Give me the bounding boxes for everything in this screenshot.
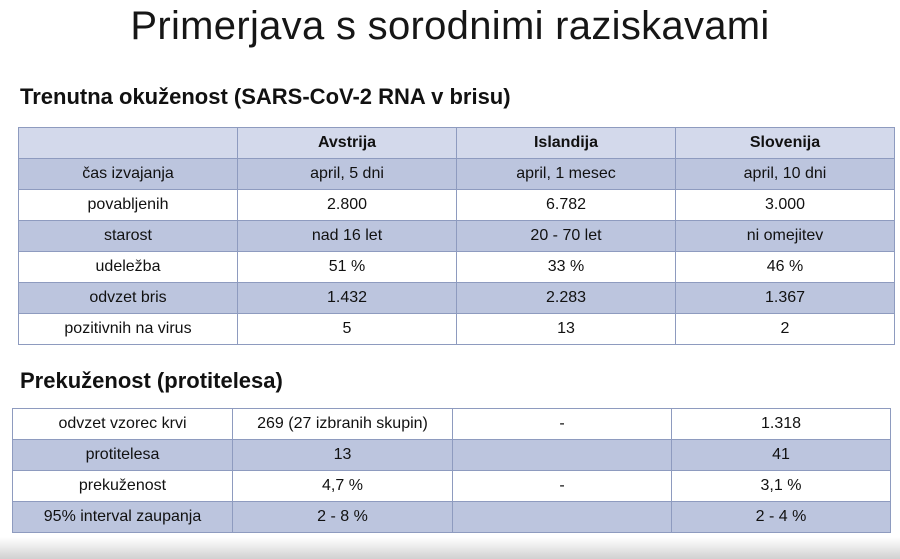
table-row	[19, 159, 895, 190]
header-cell	[19, 128, 238, 159]
table-cell: 2.283	[457, 283, 676, 314]
table-row	[19, 190, 895, 221]
bottom-edge-shadow	[0, 537, 900, 559]
section-heading-antibodies: Prekuženost (protitelesa)	[20, 368, 283, 393]
table-cell: 46 %	[676, 252, 895, 283]
section-heading-current-infection: Trenutna okuženost (SARS-CoV-2 RNA v brisu)	[20, 84, 511, 109]
current-infection-table	[18, 127, 895, 345]
table-cell: ni omejitev	[676, 221, 895, 252]
table-cell: 13	[457, 314, 676, 345]
table-cell: 5	[238, 314, 457, 345]
table-cell: 3.000	[676, 190, 895, 221]
table-cell: 1.367	[676, 283, 895, 314]
row-label: udeležba	[19, 252, 238, 283]
table-cell: 20 - 70 let	[457, 221, 676, 252]
row-label: povabljenih	[19, 190, 238, 221]
table-row	[19, 283, 895, 314]
slide-title: Primerjava s sorodnimi raziskavami	[130, 4, 770, 48]
table-cell: 33 %	[457, 252, 676, 283]
table-cell: 2.800	[238, 190, 457, 221]
row-label: pozitivnih na virus	[19, 314, 238, 345]
row-label: odvzet bris	[19, 283, 238, 314]
table-cell: 41	[672, 440, 891, 471]
table-cell: -	[453, 409, 672, 440]
table-row	[19, 252, 895, 283]
table-row	[13, 440, 891, 471]
table-header-row	[19, 128, 895, 159]
row-label: prekuženost	[13, 471, 233, 502]
row-label: odvzet vzorec krvi	[13, 409, 233, 440]
table-row	[13, 409, 891, 440]
table-row	[19, 221, 895, 252]
row-label: 95% interval zaupanja	[13, 502, 233, 533]
antibodies-table	[12, 408, 891, 533]
table-cell: 269 (27 izbranih skupin)	[233, 409, 453, 440]
table-row	[19, 314, 895, 345]
table-cell: 1.432	[238, 283, 457, 314]
table-cell: 2 - 8 %	[233, 502, 453, 533]
table-cell: nad 16 let	[238, 221, 457, 252]
table-cell: 4,7 %	[233, 471, 453, 502]
table-cell: 6.782	[457, 190, 676, 221]
header-cell-islandija: Islandija	[457, 128, 676, 159]
header-cell-slovenija: Slovenija	[676, 128, 895, 159]
table-cell: 2 - 4 %	[672, 502, 891, 533]
table-cell: april, 1 mesec	[457, 159, 676, 190]
table-row	[13, 471, 891, 502]
row-label: protitelesa	[13, 440, 233, 471]
table-cell: 1.318	[672, 409, 891, 440]
table-cell: -	[453, 471, 672, 502]
table-cell: 3,1 %	[672, 471, 891, 502]
row-label: čas izvajanja	[19, 159, 238, 190]
table-cell: april, 10 dni	[676, 159, 895, 190]
table-cell: 51 %	[238, 252, 457, 283]
table-cell: april, 5 dni	[238, 159, 457, 190]
table-cell	[453, 502, 672, 533]
header-cell-avstrija: Avstrija	[238, 128, 457, 159]
table-cell: 13	[233, 440, 453, 471]
table-row	[13, 502, 891, 533]
table-cell	[453, 440, 672, 471]
row-label: starost	[19, 221, 238, 252]
table-cell: 2	[676, 314, 895, 345]
